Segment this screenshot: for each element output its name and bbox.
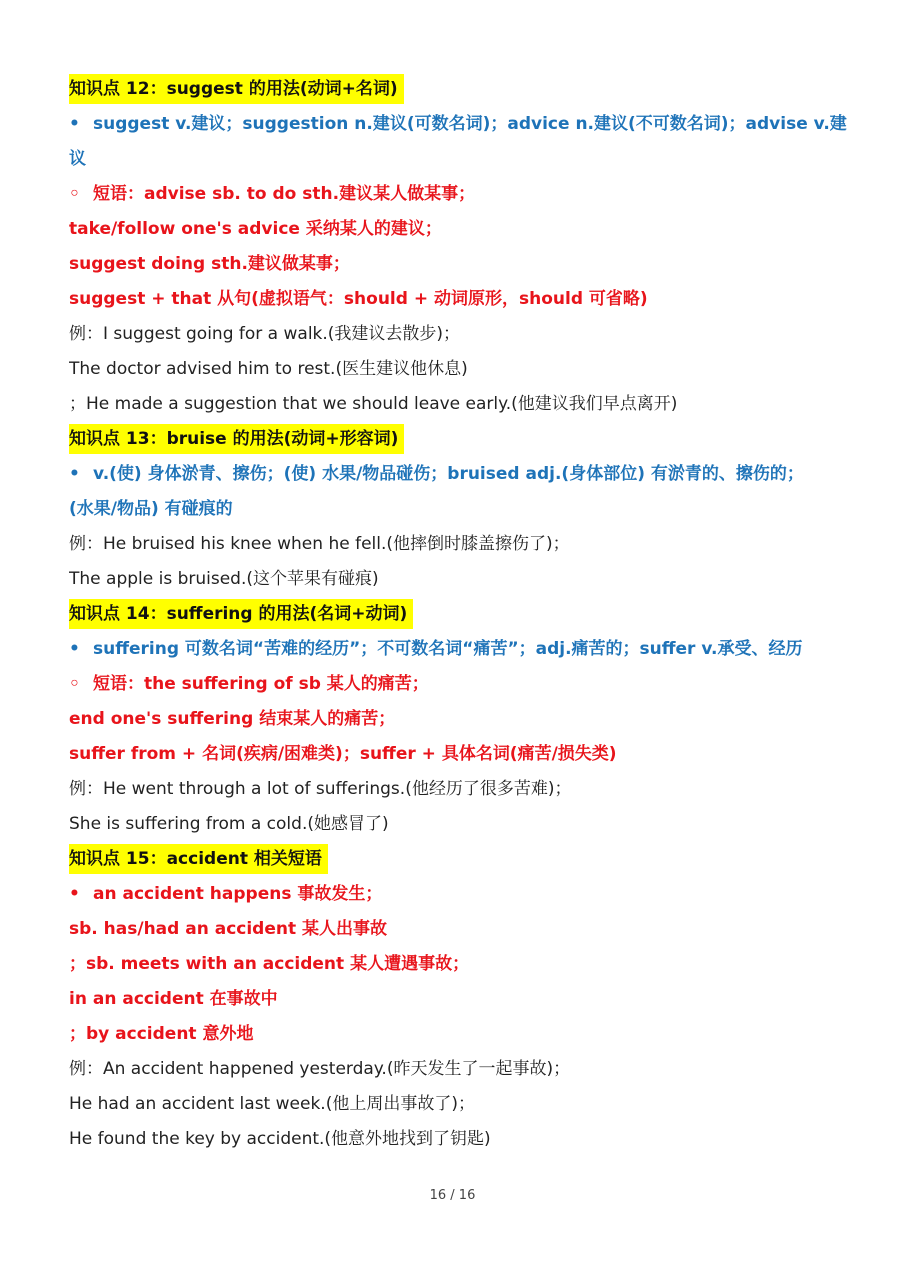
section-14-heading-row xyxy=(69,597,849,632)
section-13-heading: 知识点 13：bruise 的用法(动词+形容词) xyxy=(69,424,404,454)
section-14-definition xyxy=(69,632,849,667)
section-12-phrase-2: take/follow one's advice 采纳某人的建议； xyxy=(69,219,442,239)
section-14-example-1: 例：He went through a lot of sufferings.(他经历了很多苦难)； xyxy=(69,779,572,799)
section-13-example-1: 例：He bruised his knee when he fell.(他摔倒时膝盖擦伤了)； xyxy=(69,534,570,554)
section-15-example-2: He had an accident last week.(他上周出事故了)； xyxy=(69,1094,475,1114)
section-15-example-3: He found the key by accident.(他意外地找到了钥匙) xyxy=(69,1129,491,1149)
section-13-heading-row xyxy=(69,422,849,457)
section-15-phrase-1 xyxy=(69,877,849,912)
bullet-circle: ◦ xyxy=(69,674,80,694)
section-12-definition-line2: 议 xyxy=(69,149,86,169)
section-15-phrase-4: in an accident 在事故中 xyxy=(69,989,278,1009)
page-number: 16 / 16 xyxy=(429,1188,476,1203)
section-13-definition xyxy=(69,457,849,492)
section-14-example-2: She is suffering from a cold.(她感冒了) xyxy=(69,814,389,834)
section-13-example-2: The apple is bruised.(这个苹果有碰痕) xyxy=(69,569,379,589)
section-15-heading: 知识点 15：accident 相关短语 xyxy=(69,844,328,874)
section-15-example-1: 例：An accident happened yesterday.(昨天发生了一起事故)； xyxy=(69,1059,571,1079)
bullet-dot: • xyxy=(69,464,80,484)
section-13-definition-line1: v.(使) 身体淤青、擦伤；(使) 水果/物品碰伤；bruised adj.(身体部位) 有淤青的、擦伤的； xyxy=(93,464,804,484)
bullet-dot: • xyxy=(69,114,80,134)
section-15-phrase-1-text: an accident happens 事故发生； xyxy=(93,884,383,904)
section-12-definition-line1: suggest v.建议；suggestion n.建议(可数名词)；advice n.建议(不可数名词)；advise v.建 xyxy=(93,114,847,134)
section-15-phrase-2: sb. has/had an accident 某人出事故 xyxy=(69,919,388,939)
document-content xyxy=(69,72,849,1157)
section-14-phrase-2: end one's suffering 结束某人的痛苦； xyxy=(69,709,396,729)
section-14-heading: 知识点 14：suffering 的用法(名词+动词) xyxy=(69,599,413,629)
section-14-phrase-1-text: 短语：the suffering of sb 某人的痛苦； xyxy=(93,674,429,694)
section-14-definition-line1: suffering 可数名词“苦难的经历”；不可数名词“痛苦”；adj.痛苦的；suffer v.承受、经历 xyxy=(93,639,803,659)
bullet-circle: ◦ xyxy=(69,184,80,204)
section-12-definition-cont xyxy=(69,142,849,177)
section-13-definition-cont: (水果/物品) 有碰痕的 xyxy=(69,499,233,519)
section-15-phrase-3: ；sb. meets with an accident 某人遭遇事故； xyxy=(69,954,470,974)
section-12-definition xyxy=(69,107,849,142)
section-12-heading-row xyxy=(69,72,849,107)
section-12-phrase-1-text: 短语：advise sb. to do sth.建议某人做某事； xyxy=(93,184,476,204)
bullet-dot: • xyxy=(69,639,80,659)
section-12-heading: 知识点 12：suggest 的用法(动词+名词) xyxy=(69,74,404,104)
bullet-dot: • xyxy=(69,884,80,904)
section-14-phrase-1 xyxy=(69,667,849,702)
section-12-example-3: ；He made a suggestion that we should leave early.(他建议我们早点离开) xyxy=(69,394,678,414)
section-12-example-1: 例：I suggest going for a walk.(我建议去散步)； xyxy=(69,324,461,344)
section-15-phrase-5: ；by accident 意外地 xyxy=(69,1024,254,1044)
section-14-phrase-3: suffer from + 名词(疾病/困难类)；suffer + 具体名词(痛苦/损失类) xyxy=(69,744,617,764)
section-12-phrase-1 xyxy=(69,177,849,212)
section-12-phrase-4: suggest + that 从句(虚拟语气：should + 动词原形，should 可省略) xyxy=(69,289,648,309)
section-15-heading-row xyxy=(69,842,849,877)
section-12-example-2: The doctor advised him to rest.(医生建议他休息) xyxy=(69,359,468,379)
section-12-phrase-3: suggest doing sth.建议做某事； xyxy=(69,254,350,274)
